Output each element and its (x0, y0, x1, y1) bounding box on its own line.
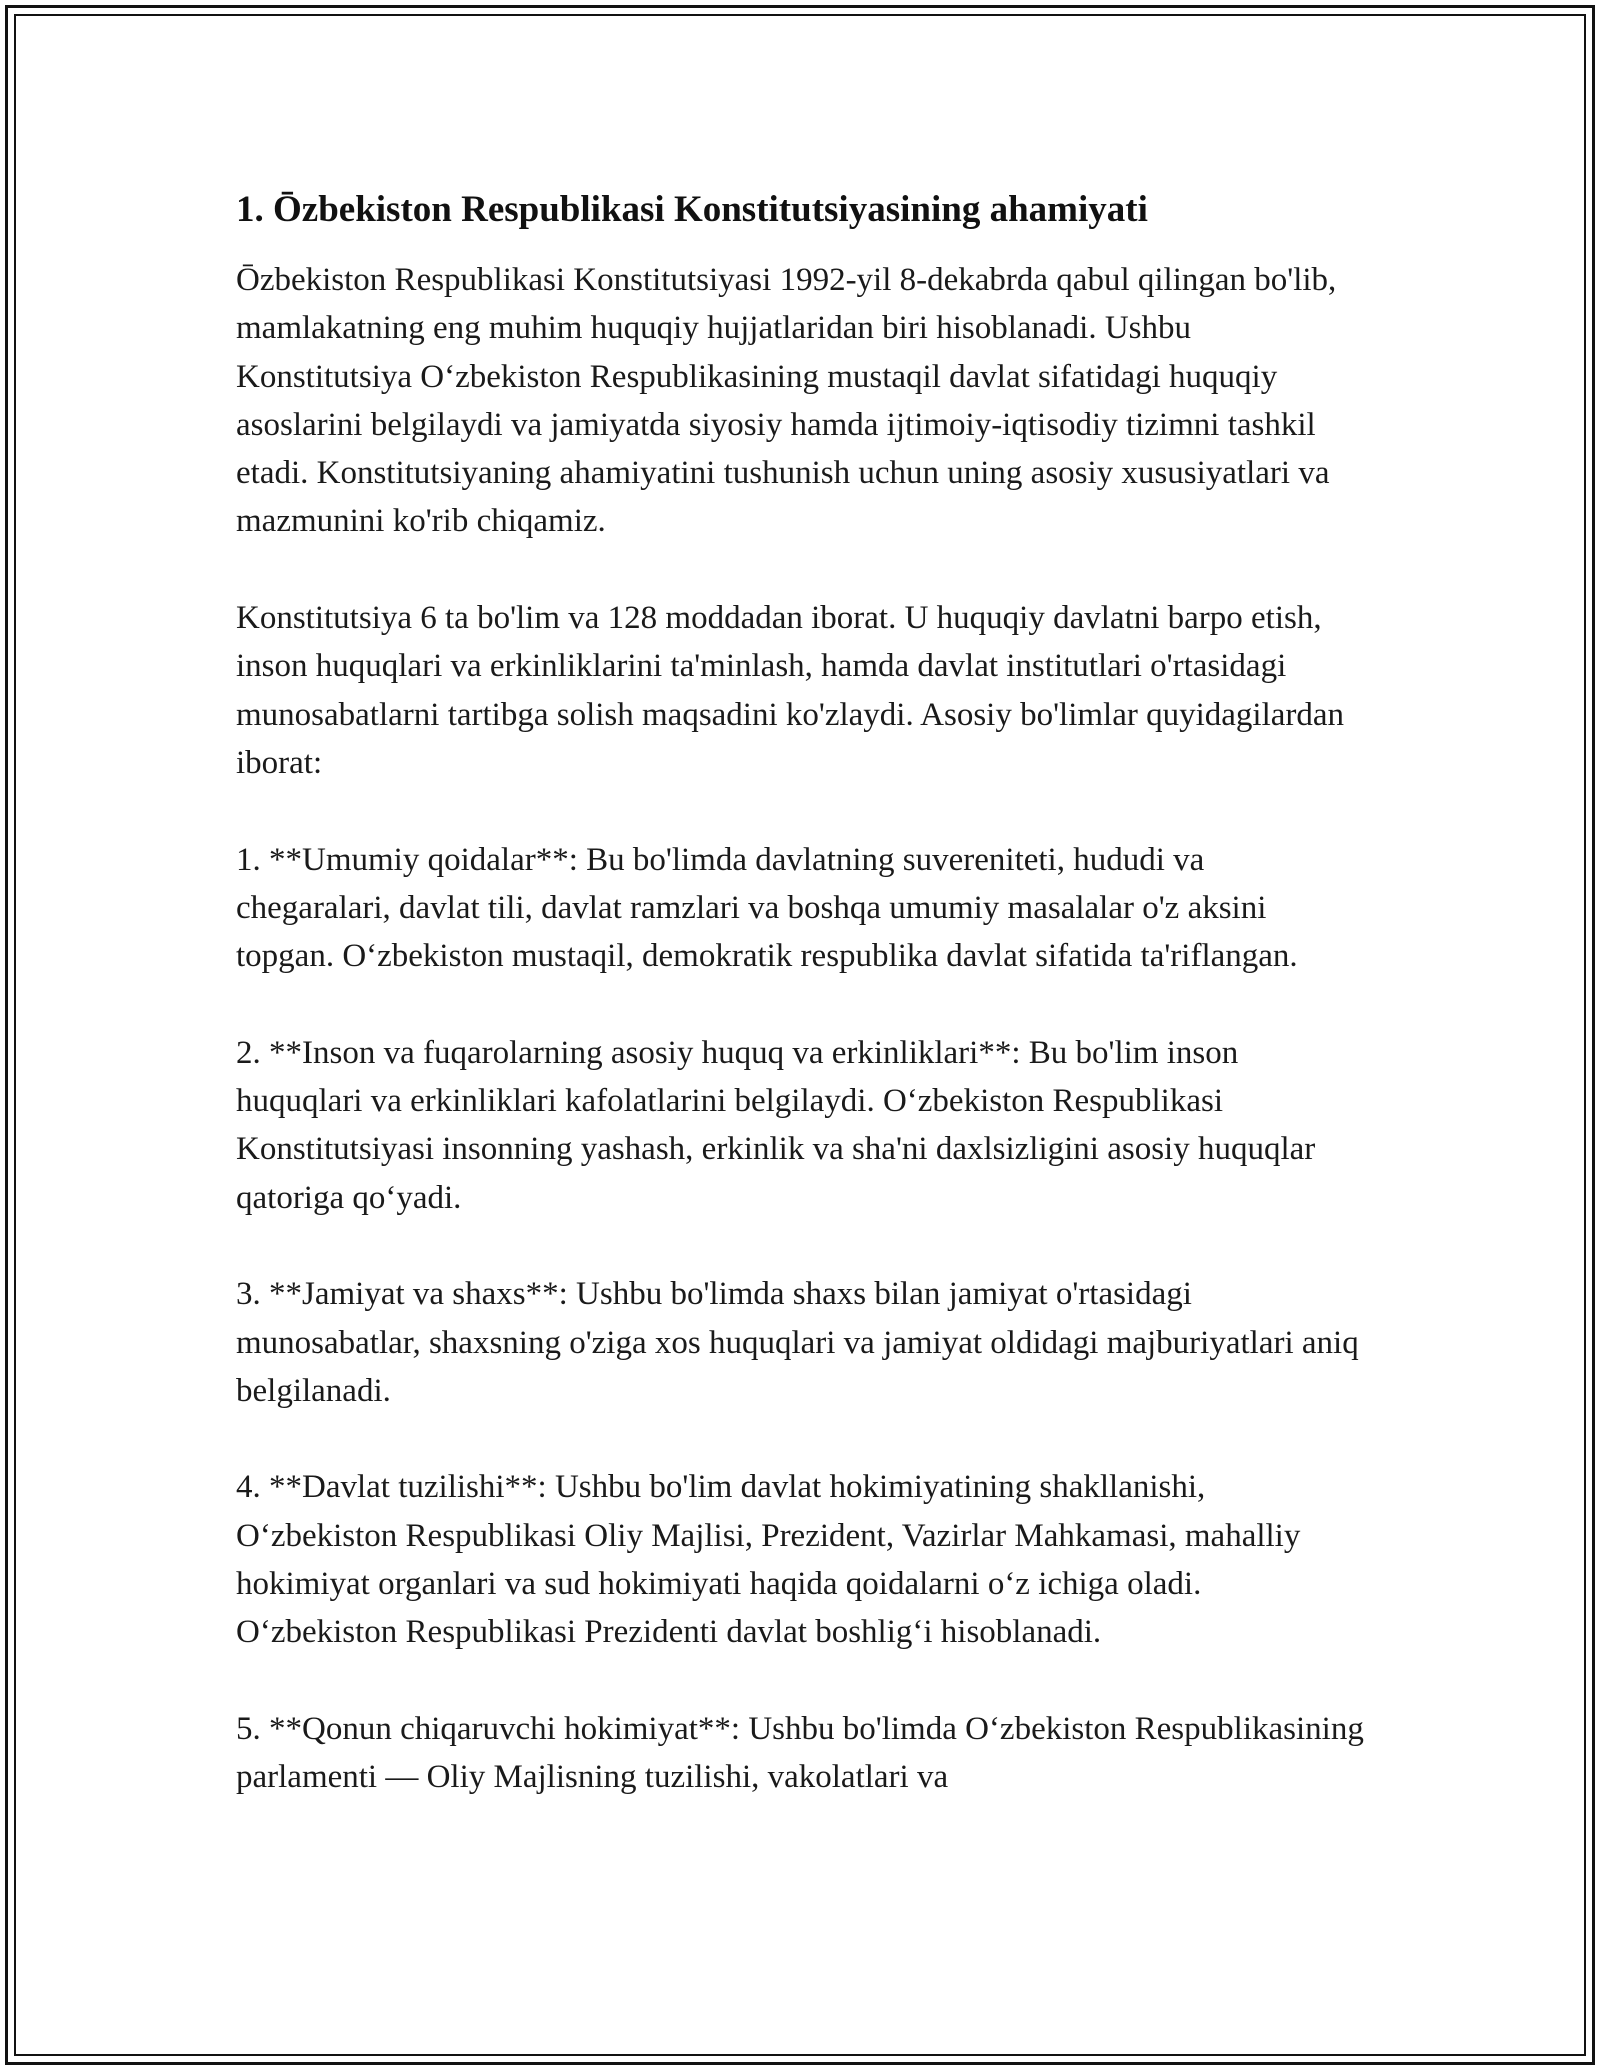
paragraph-section-5: 5. **Qonun chiqaruvchi hokimiyat**: Ushbu bo'limda O‘zbekiston Respublikasining parlamenti — Oliy Majlisning tuzilishi, vakolatlari va (236, 1710, 1364, 1796)
paragraph-structure: Konstitutsiya 6 ta bo'lim va 128 moddadan iborat. U huquqiy davlatni barpo etish, inson huquqlari va erkinliklarini ta'minlash, hamda davlat institutlari o'rtasidagi munosabatlarni tartibga solish maqsadini ko'zlaydi. Asosiy bo'limlar quyidagilardan iborat: (236, 600, 1345, 781)
paragraph-section-2: 2. **Inson va fuqarolarning asosiy huquq va erkinliklari**: Bu bo'lim inson huquqlari va erkinliklari kafolatlarini belgilaydi. O‘zbekiston Respublikasi Konstitutsiyasi insonning yashash, erkinlik va sha'ni daxlsizligini asosiy huquqlar qatoriga qo‘yadi. (236, 1034, 1316, 1216)
paragraph-section-4: 4. **Davlat tuzilishi**: Ushbu bo'lim davlat hokimiyatining shakllanishi, O‘zbekiston Respublikasi Oliy Majlisi, Prezident, Vazirlar Mahkamasi, mahalliy hokimiyat organlari va sud hokimiyati haqida qoidalarni o‘z ichiga oladi. O‘zbekiston Respublikasi Prezidenti davlat boshlig‘i hisoblanadi. (236, 1469, 1301, 1651)
paragraph-intro: Ōzbekiston Respublikasi Konstitutsiyasi 1992-yil 8-dekabrda qabul qilingan bo'lib, mamlakatning eng muhim huquqiy hujjatlaridan biri hisoblanadi. Ushbu Konstitutsiya O‘zbekiston Respublikasining mustaqil davlat sifatidagi huquqiy asoslarini belgilaydi va jamiyatda siyosiy hamda ijtimoiy-iqtisodiy tizimni tashkil etadi. Konstitutsiyaning ahamiyatini tushunish uchun uning asosiy xususiyatlari va mazmunini ko'rib chiqamiz. (236, 262, 1337, 540)
document-title: 1. Ōzbekiston Respublikasi Konstitutsiyasining ahamiyati (236, 189, 1148, 230)
document-body (236, 186, 1366, 1850)
paragraph-section-3: 3. **Jamiyat va shaxs**: Ushbu bo'limda shaxs bilan jamiyat o'rtasidagi munosabatlar, shaxsning o'ziga xos huquqlari va jamiyat oldidagi majburiyatlari aniq belgilanadi. (236, 1276, 1359, 1409)
paragraph-section-1: 1. **Umumiy qoidalar**: Bu bo'limda davlatning suvereniteti, hududi va chegaralari, davlat tili, davlat ramzlari va boshqa umumiy masalalar o'z aksini topgan. O‘zbekiston mustaqil, demokratik respublika davlat sifatida ta'riflangan. (236, 841, 1298, 975)
